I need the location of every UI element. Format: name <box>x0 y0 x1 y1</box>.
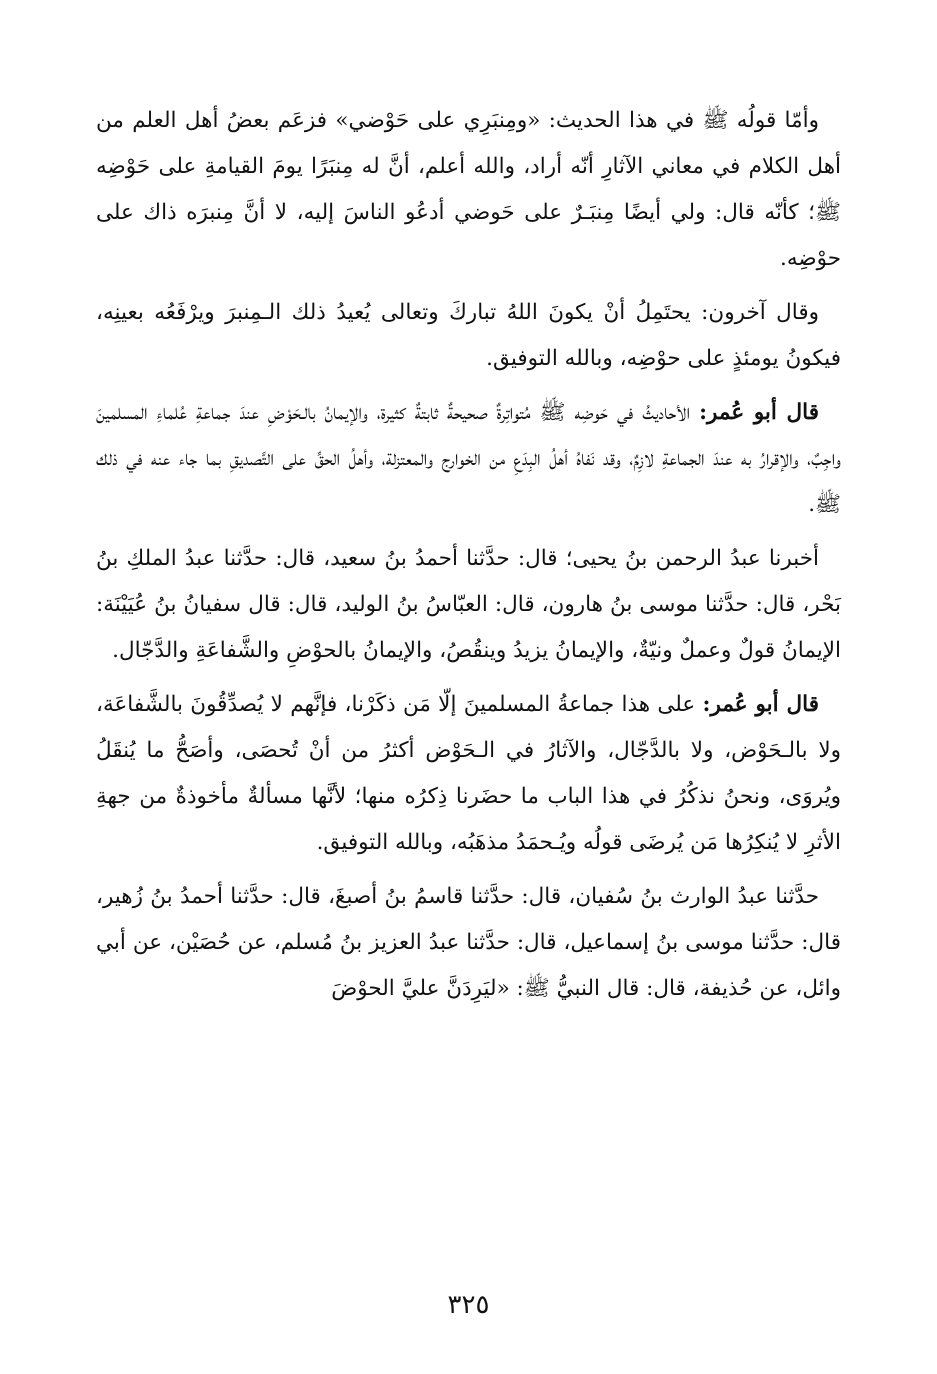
page-number: ٣٢٥ <box>447 1290 490 1320</box>
paragraph-4-text: أخبرنا عبدُ الرحمن بنُ يحيى؛ قال: حدَّثنا أحمدُ بنُ سعيد، قال: حدَّثنا عبدُ الملكِ بنُ بَحْر، قال: حدَّثنا موسى بنُ هارون، قال: العبّاسُ بنُ الوليد، قال: قال سفيانُ بنُ عُيَيْنَة: الإيمانُ قولٌ وعملٌ ونيّةٌ، والإيمانُ يزيدُ وينقُصُ، والإيمانُ بالحوْضِ والشَّفاعَةِ والدَّجّال. <box>96 546 841 663</box>
paragraph-5 <box>96 682 841 866</box>
paragraph-2-text: وقال آخرون: يحتَمِلُ أنْ يكونَ اللهُ تباركَ وتعالى يُعيدُ ذلك الـمِنبرَ ويرْفَعُه بعينِه، فيكونُ يومئذٍ على حوْضِه، وبالله التوفيق. <box>96 300 841 371</box>
paragraph-1 <box>96 98 841 282</box>
paragraph-5-lead: قال أبو عُمر: <box>702 692 819 717</box>
paragraph-6-text: حدَّثنا عبدُ الوارث بنُ سُفيان، قال: حدَّثنا قاسمُ بنُ أصبغَ، قال: حدَّثنا أحمدُ بنُ زُهير، قال: حدَّثنا موسى بنُ إسماعيل، قال: حدَّثنا عبدُ العزيز بنُ مُسلم، عن حُصَيْن، عن أبي وائل، عن حُذيفة، قال: قال النبيُّ ﷺ: «ليَرِدَنَّ عليَّ الحوْضَ <box>96 884 841 1001</box>
paragraph-3 <box>96 390 841 528</box>
paragraph-3-text: الأحاديثُ في حَوضِه ﷺ مُتواتِرةٌ صحيحةٌ ثابتةٌ كثيرة، والإيمانُ بالـحَوْضِ عندَ جماعةِ عُلماءِ المسلمينَ واجِبٌ، والإقرارُ به عندَ الجماعةِ لازِمٌ، وقد نَفاهُ أهلُ البِدَعِ من الخوارج والمعتزلة، وأهلُ الحقِّ على التَّصديقِ بما جاء عنه في ذلك ﷺ. <box>96 400 841 517</box>
paragraph-1-text: وأمّا قولُه ﷺ في هذا الحديث: «ومِنبَرِي على حَوْضي» فزعَم بعضُ أهل العلم من أهل الكلام في معاني الآثارِ أنّه أراد، والله أعلم، أنَّ له مِنبَرًا يومَ القيامةِ على حَوْضِه ﷺ؛ كأنّه قال: ولي أيضًا مِنبَـرٌ على حَوضي أدعُو الناسَ إليه، لا أنَّ مِنبرَه ذاك على حوْضِه. <box>96 108 841 271</box>
paragraph-4 <box>96 536 841 674</box>
paragraph-3-lead: قال أبو عُمر: <box>699 400 819 425</box>
page-body <box>96 98 841 1020</box>
paragraph-2 <box>96 290 841 382</box>
paragraph-6 <box>96 874 841 1012</box>
paragraph-5-text: على هذا جماعةُ المسلمينَ إلّا مَن ذكَرْنا، فإنَّهم لا يُصدِّقُونَ بالشَّفاعَة، ولا بالـحَوْض، ولا بالدَّجّال، والآثارُ في الـحَوْض أكثرُ من أنْ تُحصَى، وأصَحُّ ما يُنقَلُ ويُروَى، ونحنُ نذكُرُ في هذا الباب ما حضَرنا ذِكرُه منها؛ لأنَّها مسألةٌ مأخوذةٌ من جهةِ الأثرِ لا يُنكِرُها مَن يُرضَى قولُه ويُـحمَدُ مذهَبُه، وبالله التوفيق. <box>96 692 841 855</box>
